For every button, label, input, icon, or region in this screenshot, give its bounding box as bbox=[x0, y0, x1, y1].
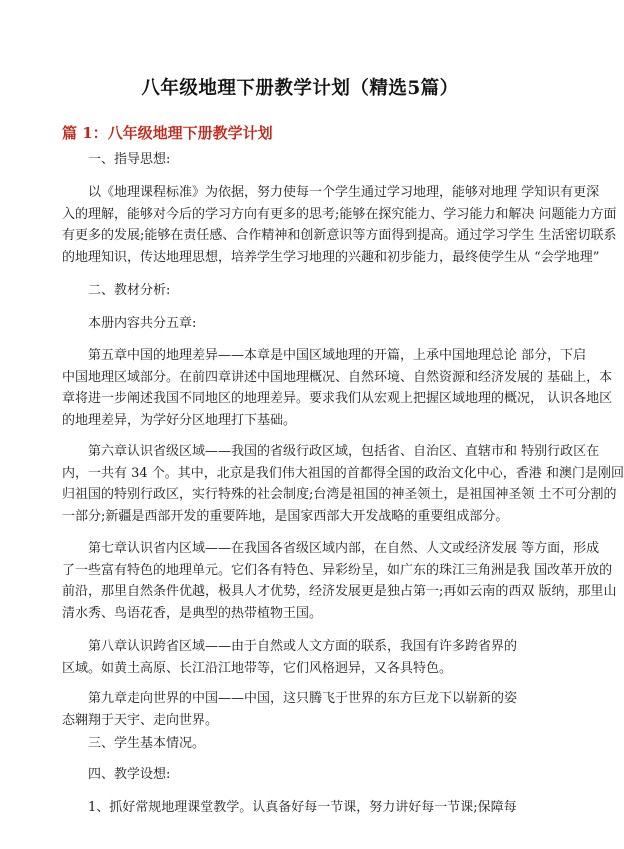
paragraph-line: 的地理知识，传达地理思想，培养学生学习地理的兴趣和初步能力，最终使学生从 “会学地理” bbox=[62, 249, 600, 265]
paragraph-line: 态翱翔于天宇、走向世界。 bbox=[62, 712, 219, 728]
paragraph-line: 第五章中国的地理差异——本章是中国区域地理的开篇，上承中国地理总论 部分，下启 bbox=[88, 348, 587, 363]
heading-textbook-analysis: 二、教材分析: bbox=[88, 283, 171, 298]
paragraph-line: 归祖国的特别行政区，实行特殊的社会制度;台湾是祖国的神圣领土，是祖国神圣领 土不可分割的 bbox=[62, 487, 617, 502]
heading-teaching-plan: 四、教学设想: bbox=[88, 767, 171, 782]
paragraph-teaching-item-one: 1、抓好常规地理课堂教学。认真备好每一节课，努力讲好每一节课;保障每 bbox=[88, 800, 517, 815]
paragraph-line: 入的理解，能够对今后的学习方向有更多的思考;能够在探究能力、学习能力和解决 问题能力方面 bbox=[62, 206, 617, 222]
heading-student-situation: 三、学生基本情况。 bbox=[88, 736, 206, 751]
paragraph-line: 第七章认识省内区域——在我国各省级区域内部，在自然、人文或经济发展 等方面，形成 bbox=[88, 541, 600, 556]
section-heading: 篇 1：八年级地理下册教学计划 bbox=[62, 124, 273, 142]
paragraph-line: 第九章走向世界的中国——中国，这只腾飞于世界的东方巨龙下以崭新的姿 bbox=[88, 691, 518, 706]
paragraph-line: 内，一共有 34 个。其中，北京是我们伟大祖国的首都得全国的政治文化中心，香港 和澳门是刚回 bbox=[62, 465, 624, 481]
paragraph-line: 一部分;新疆是西部开发的重要阵地，是国家西部大开发战略的重要组成部分。 bbox=[62, 508, 509, 524]
paragraph-line: 区域。如黄土高原、长江沿江地带等，它们风格迥异，又各具特色。 bbox=[62, 660, 453, 676]
paragraph-chapter-seven bbox=[62, 538, 617, 624]
paragraph-line: 清水秀、鸟语花香，是典型的热带植物王国。 bbox=[62, 605, 323, 621]
paragraph-line: 的地理差异，为学好分区地理打下基础。 bbox=[62, 412, 297, 428]
paragraph-chapter-five bbox=[62, 345, 613, 431]
paragraph-line: 第六章认识省级区域——我国的省级行政区域，包括省、自治区、直辖市和 特别行政区在 bbox=[88, 444, 600, 459]
paragraph-chapter-eight bbox=[62, 636, 556, 679]
paragraph-chapter-count: 本册内容共分五章: bbox=[88, 316, 197, 331]
paragraph-line: 前沿，那里自然条件优越，极具人才优势，经济发展更是独占第一;再如云南的西双 版纳，那里山 bbox=[62, 584, 617, 599]
paragraph-line: 以《地理课程标准》为依据，努力使每一个学生通过学习地理，能够对地理 学知识有更深 bbox=[88, 185, 600, 200]
paragraph-guiding-ideology bbox=[62, 182, 617, 268]
heading-guiding-ideology: 一、指导思想: bbox=[88, 152, 171, 167]
paragraph-line: 有更多的发展;能够在责任感、合作精神和创新意识等方面得到提高。通过学习学生 生活密切联系 bbox=[62, 228, 617, 243]
paragraph-chapter-six bbox=[62, 441, 624, 527]
paragraph-line: 中国地理区域部分。在前四章讲述中国地理概况、自然环境、自然资源和经济发展的 基础上，本 bbox=[62, 369, 613, 385]
paragraph-line: 章将进一步阐述我国不同地区的地理差异。要求我们从宏观上把握区域地理的概况， 认识各地区 bbox=[62, 391, 613, 406]
paragraph-line: 了一些富有特色的地理单元。它们各有特色、异彩纷呈，如广东的珠江三角洲是我 国改革开放的 bbox=[62, 562, 613, 578]
paragraph-line: 第八章认识跨省区域——由于自然或人文方面的联系，我国有许多跨省界的 bbox=[88, 639, 518, 654]
document-title: 八年级地理下册教学计划（精选5篇） bbox=[141, 78, 459, 99]
paragraph-chapter-nine bbox=[62, 688, 556, 731]
